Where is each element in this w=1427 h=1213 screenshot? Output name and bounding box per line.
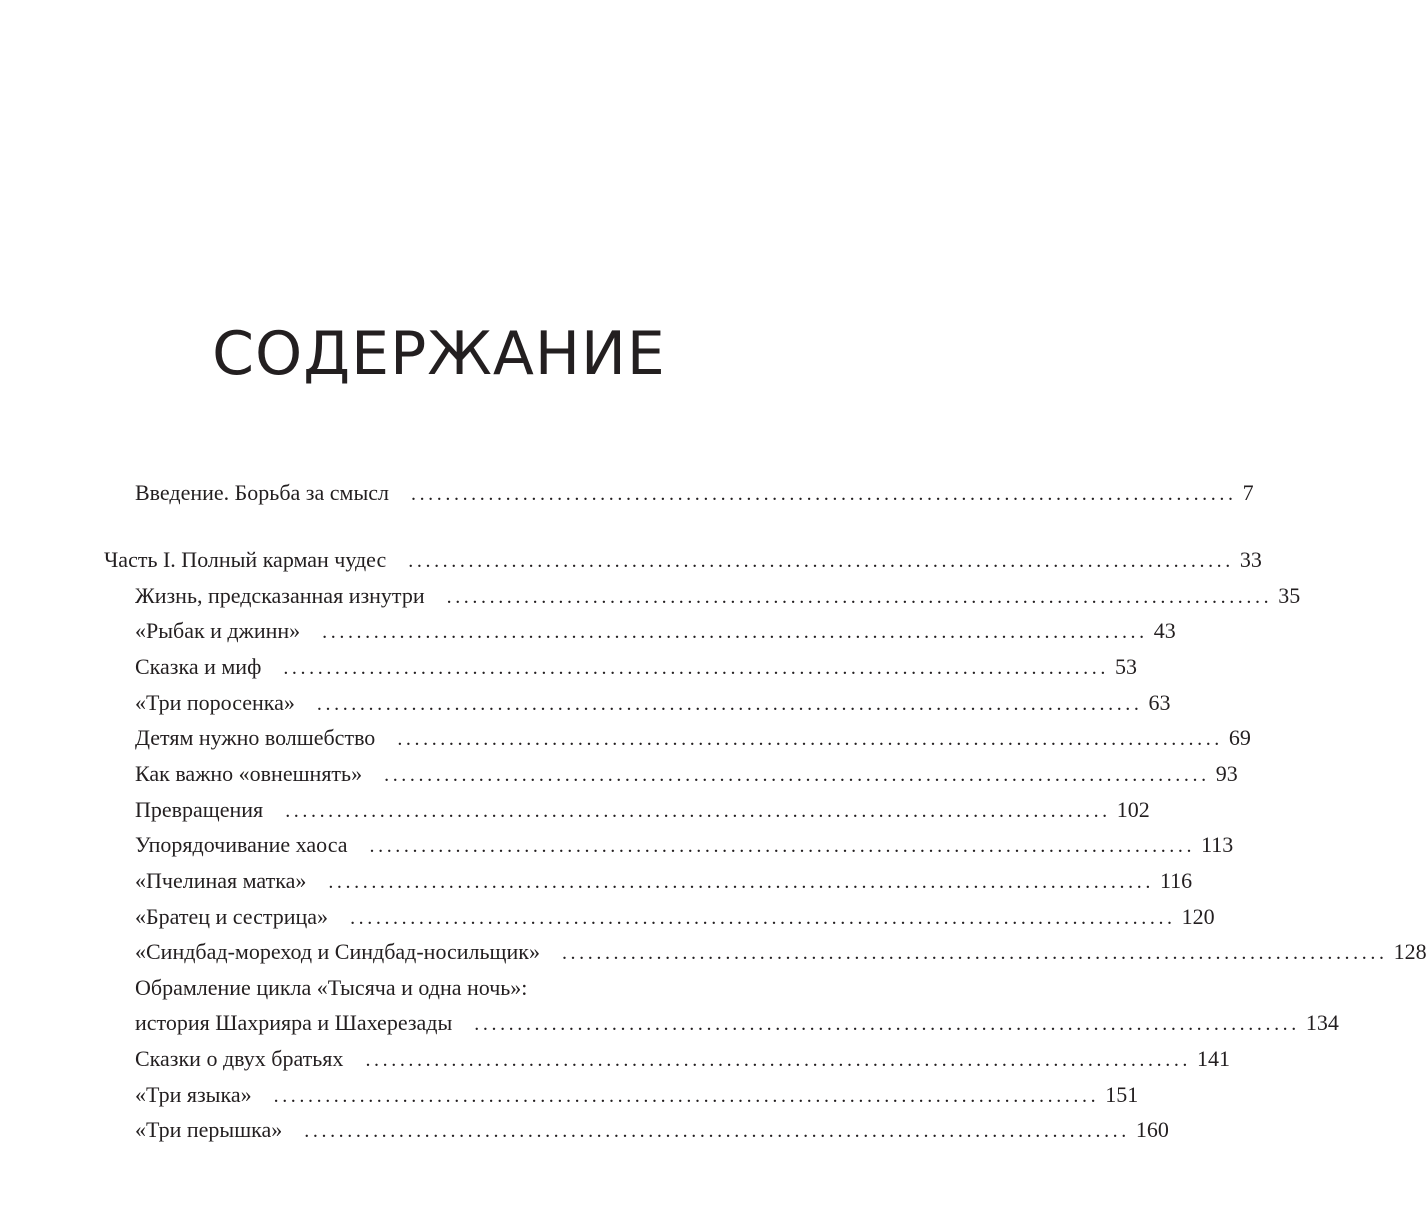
dot-leader: ................................................................................................ [561,942,1388,964]
toc-entry [135,1042,1231,1076]
dot-leader: ................................................................................................ [384,764,1210,786]
toc-entry-title: Как важно «овнешнять» [135,761,363,786]
toc-entry-title: Обрамление цикла «Тысяча и одна ночь»: [135,975,528,1000]
toc-entry [135,650,1137,684]
toc-entry-page: 53 [1114,654,1137,679]
toc-entry [135,686,1171,720]
toc-entry [135,721,1251,755]
toc-entry-page: 102 [1116,797,1150,822]
toc-entry [135,828,1234,862]
toc-entry-intro [135,476,1254,510]
toc-entry-page: 141 [1197,1046,1231,1071]
toc-entry-page: 134 [1305,1010,1339,1035]
dot-leader: ................................................................................................ [365,1049,1192,1071]
toc-entry-title: история Шахрияра и Шахерезады [135,1010,453,1035]
dot-leader: ................................................................................................ [283,657,1109,679]
toc-entry-title: Сказка и миф [135,654,262,679]
toc-entry-page: 33 [1239,547,1262,572]
toc-entry-title: Часть I. Полный карман чудес [104,547,387,572]
dot-leader: ................................................................................................ [397,728,1223,750]
toc-entry-title: «Три языка» [135,1082,252,1107]
toc-entry [135,793,1150,827]
dot-leader: ................................................................................................ [350,907,1176,929]
toc-entry [135,579,1301,613]
dot-leader: ................................................................................................ [285,800,1111,822]
toc-entry-title: Жизнь, предсказанная изнутри [135,583,425,608]
dot-leader: ................................................................................................ [410,483,1237,505]
toc-entry-page: 128 [1393,939,1427,964]
toc-entry-title: Сказки о двух братьях [135,1046,344,1071]
toc-entry [135,935,1427,969]
toc-entry [135,614,1176,648]
toc-entry-page: 120 [1181,904,1215,929]
toc-entry-page: 93 [1215,761,1238,786]
toc-entry-page: 116 [1159,868,1193,893]
toc-entry-part-1 [104,543,1262,577]
toc-entry-title: «Три перышка» [135,1117,283,1142]
toc-entry-title: «Рыбак и джинн» [135,618,301,643]
dot-leader: ................................................................................................ [408,550,1234,572]
toc-entry-page: 63 [1148,690,1171,715]
toc-entry [135,900,1215,934]
toc-entry [135,1113,1169,1147]
dot-leader: ................................................................................................ [304,1120,1130,1142]
dot-leader: ................................................................................................ [446,586,1273,608]
toc-entry-page: 69 [1228,725,1251,750]
dot-leader: ................................................................................................ [328,871,1154,893]
dot-leader: ................................................................................................ [474,1013,1300,1035]
toc-entry-title: Упорядочивание хаоса [135,832,348,857]
toc-entry-title: «Пчелиная матка» [135,868,307,893]
toc-entry-title: «Синдбад-мореход и Синдбад-носильщик» [135,939,540,964]
toc-entry-page: 113 [1201,832,1234,857]
toc-entry-page: 160 [1135,1117,1169,1142]
toc-entry-page: 151 [1105,1082,1139,1107]
toc-entry [135,864,1193,898]
toc-entry-title: «Три поросенка» [135,690,295,715]
toc-entry-page: 35 [1278,583,1301,608]
toc-entry-title: Детям нужно волшебство [135,725,376,750]
toc-entry-multiline-last-line [135,1006,1339,1040]
toc-entry-title: Превращения [135,797,264,822]
toc-entry-title: Введение. Борьба за смысл [135,480,389,505]
page-title: СОДЕРЖАНИЕ [212,319,666,389]
toc-entry-multiline-first-line [135,971,773,1005]
toc-entry-page: 43 [1153,618,1176,643]
toc-entry [135,1078,1139,1112]
toc-entry-title: «Братец и сестрица» [135,904,329,929]
dot-leader: ................................................................................................ [316,693,1143,715]
toc-entry-page: 7 [1242,480,1254,505]
dot-leader: ................................................................................................ [322,621,1148,643]
dot-leader: ................................................................................................ [369,835,1196,857]
toc-entry [135,757,1238,791]
dot-leader: ................................................................................................ [273,1085,1100,1107]
